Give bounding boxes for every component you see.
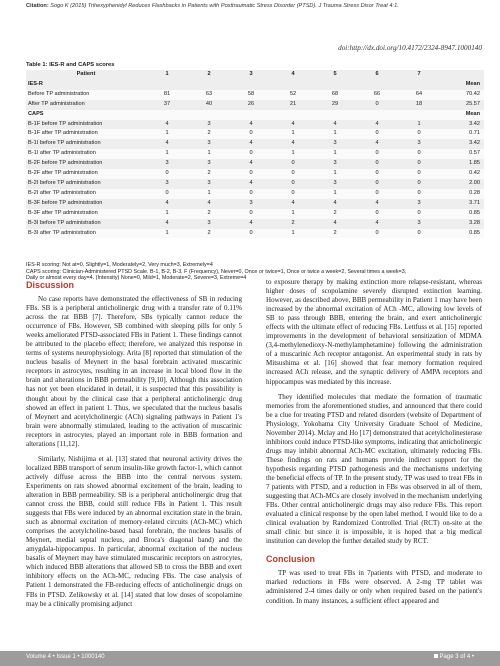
table-cell: B-1F after TP administration xyxy=(28,130,98,137)
table-cell: 4 xyxy=(165,120,169,127)
table-cell: 0 xyxy=(417,170,421,177)
table-cell: 0 xyxy=(417,130,421,137)
table-cell: 0 xyxy=(375,189,379,196)
table-cell: 0 xyxy=(375,179,379,186)
table-cell: 0 xyxy=(249,209,253,216)
footer-page-label: Page 3 of 4 • xyxy=(439,654,474,660)
table-cell: 3.71 xyxy=(469,199,480,206)
table-cell: 58 xyxy=(247,90,255,97)
table-cell: 0 xyxy=(291,170,295,177)
table-cell: 3.42 xyxy=(469,140,480,147)
table-cell: 0.57 xyxy=(469,150,480,157)
table-cell: 1 xyxy=(165,150,169,157)
table-cell: 0 xyxy=(375,229,379,236)
table-row xyxy=(26,209,484,219)
table-cell: 25.57 xyxy=(466,100,480,107)
table-cell: 1 xyxy=(207,150,211,157)
table-cell: 3 xyxy=(207,160,211,167)
table-cell: B-2I after TP administration xyxy=(28,189,96,196)
table-cell: 0 xyxy=(375,209,379,216)
conclusion-paragraph: TP was used to treat FBs in 7patients with PTSD, and moderate to marked reductions in FBs were observed. A 2-mg TP tablet was administered 2-4 times daily or only when required based on the patient's condition. In many instances, a sufficient effect appeared and xyxy=(266,569,482,605)
table-header-row xyxy=(26,70,484,80)
table-cell: 3.42 xyxy=(469,120,480,127)
table-cell: 0 xyxy=(417,179,421,186)
table-cell: 40 xyxy=(205,100,213,107)
table-cell: 0 xyxy=(375,170,379,177)
citation-label: Citation: xyxy=(26,3,49,9)
table-cell: 3 xyxy=(165,179,169,186)
right-column xyxy=(266,278,482,612)
table-cell: 0 xyxy=(417,150,421,157)
footer-volume: Volume 4 • Issue 1 • 1000140 xyxy=(26,654,105,660)
table-cell: 0 xyxy=(375,150,379,157)
table-cell: 4 xyxy=(333,199,337,206)
table-cell: 0 xyxy=(165,189,169,196)
table-cell: 1 xyxy=(207,189,211,196)
table-row xyxy=(26,129,484,139)
table-cell: 26 xyxy=(247,100,255,107)
table-cell: 0 xyxy=(375,100,379,107)
bullet-square-icon xyxy=(434,654,438,658)
footer-page xyxy=(432,654,474,660)
table-column-header: 5 xyxy=(333,71,337,77)
table-cell: 4 xyxy=(165,199,169,206)
table-cell: 3 xyxy=(333,179,337,186)
discussion-paragraph: to exposure therapy by making extinction more relapse-resistant, whereas higher doses of scopolamine severely disrupted extinction learning. However, as described above, BBB permeability in Patient 1 may have been increased by the abnormal excitation of ACh -MC, allowing low levels of SB to pass through BBB, entering the brain, and exert anticholinergic effects with the ultimate effect of reducing FBs. Lettfuss et al. [15] reported improvements in the development of behavioral sensitization of MDMA (3,4-methylenedioxy-N-methylamphetamine) following the administration of a muscarinic Ach receptor antagonist. An experimental study in rats by Mitsushima et al. [16] showed that fear memory formation required increased ACh release, and the synaptic delivery of AMPA receptors and hippocampus was mediated by this increase. xyxy=(266,278,482,386)
table-column-header: 1 xyxy=(165,71,169,77)
table-cell: 4 xyxy=(165,219,169,226)
table-cell: Mean xyxy=(465,110,480,117)
table-cell: 1 xyxy=(291,150,295,157)
table-cell: B-1F before TP administration xyxy=(28,120,103,127)
table-cell: 0 xyxy=(375,160,379,167)
table-cell: 3 xyxy=(333,140,337,147)
table-cell: 1 xyxy=(165,130,169,137)
table-cell: 3 xyxy=(417,140,421,147)
table-row xyxy=(26,219,484,229)
table-cell: 70.42 xyxy=(466,90,480,97)
table-column-header: 6 xyxy=(375,71,379,77)
table-cell xyxy=(272,110,314,120)
table-cell: 2.00 xyxy=(469,179,480,186)
table-cell: 64 xyxy=(415,90,423,97)
table-cell xyxy=(398,80,440,90)
table-cell: 0.85 xyxy=(469,209,480,216)
table-column-header: 7 xyxy=(417,71,421,77)
table-note: CAPS scoring: Clinician-Administered PTSD Scale. B-1, B-2, B-3, F (Frequency), Never=0, Once or twice=1, Once or twice a week=2, Several times a week=3, xyxy=(26,268,407,275)
table-cell: 0 xyxy=(249,189,253,196)
table-row xyxy=(26,120,484,130)
table-cell: 4 xyxy=(375,199,379,206)
table-cell: CAPS xyxy=(28,110,44,117)
table-cell xyxy=(188,110,230,120)
table-section-row xyxy=(26,80,484,90)
table-cell: 3 xyxy=(207,140,211,147)
table-cell xyxy=(272,80,314,90)
table-cell: 2 xyxy=(207,130,211,137)
table-cell: 2 xyxy=(207,209,211,216)
table-cell: 0 xyxy=(165,170,169,177)
table-cell: 81 xyxy=(163,90,171,97)
table-cell: 3 xyxy=(417,199,421,206)
citation-text: Sogo K (2015) Trihexyphenidyl Reduces Flashbacks in Patients with Posttraumatic Stress Disorder (PTSD). J Trauma Stress Disor Treat 4:1. xyxy=(50,3,399,9)
scores-table xyxy=(26,70,484,238)
table-row xyxy=(26,229,484,239)
doi-link[interactable]: doi:http://dx.doi.org/10.4172/2324-8947.1000140 xyxy=(338,44,482,52)
table-cell: 3 xyxy=(333,160,337,167)
table-cell: B-2F after TP administration xyxy=(28,170,98,177)
table-cell: 4 xyxy=(165,140,169,147)
table-cell: Mean xyxy=(465,80,480,87)
table-note: IES-R scoring: Not at=0, Slightly=1, Moderately=2, Very much=3, Extremely=4 xyxy=(26,262,213,268)
table-column-header: Patient xyxy=(76,71,96,77)
table-cell: 0 xyxy=(291,189,295,196)
table-cell: 0.42 xyxy=(469,170,480,177)
table-cell: 0.85 xyxy=(469,229,480,236)
table-cell: 4 xyxy=(207,199,211,206)
table-cell: 29 xyxy=(331,100,339,107)
table-cell: 4 xyxy=(375,219,379,226)
table-cell: 4 xyxy=(291,120,295,127)
table-cell: 68 xyxy=(331,90,339,97)
table-cell: 18 xyxy=(415,100,423,107)
table-cell: 1 xyxy=(333,150,337,157)
table-row xyxy=(26,139,484,149)
table-cell: B-3F before TP administration xyxy=(28,199,103,206)
table-cell: 2 xyxy=(333,209,337,216)
table-note: Daily or almost every day=4. (Intensity) None=0, Mild=1, Moderate=2, Severe=3, Extreme=4 xyxy=(26,275,247,282)
table-cell: 4 xyxy=(375,120,379,127)
table-cell: 1 xyxy=(165,209,169,216)
table-cell xyxy=(398,110,440,120)
table-cell: 0 xyxy=(417,189,421,196)
table-cell: 0 xyxy=(291,160,295,167)
table-cell: 3 xyxy=(249,199,253,206)
table-cell: B-3I before TP administration xyxy=(28,219,101,226)
table-cell: 3 xyxy=(207,219,211,226)
table-section-row xyxy=(26,110,484,120)
table-cell xyxy=(314,110,356,120)
table-cell: 4 xyxy=(333,120,337,127)
discussion-paragraph: Similarly, Nishijima et al. [13] stated that neuronal activity drives the localized BBB transport of serum insulin-like growth factor-1, which cannot actively diffuse across the BBB into the central nervous system. Experiments on rats showed abnormal excitement of the brain, leading to alteration in BBB permeability. SB is a peripheral anticholinergic drug that cannot cross the BBB, could still reduce FBs in Patient 1. This result suggests that FBs were induced by an abnormal excitation state in the brain, such as abnormal excitation of memory-related circuits (ACh-MC) which comprises the acetylcholine-based basal forebrain, the nucleus basalis of Meynert, medial septal nucleus, and Broca's diagonal band) and the amygdala-hippocampus. In particular, abnormal excitation of the nucleus basalis of Meynert may have stimulated muscarinic receptors on astrocytes, which induced BBB alterations that allowed SB to cross the BBB and exert inhibitory effects on the ACh-MC, reducing FBs. The case analysis of Patient 1 demonstrated the FB-reducing effects of anticholinergic drugs on FBs in PTSD. Zelikowsky et al. [14] stated that low doses of scopolamine may be a clinically promising adjunct xyxy=(26,454,242,608)
table-cell: 52 xyxy=(289,90,297,97)
table-cell: 0 xyxy=(375,130,379,137)
table-cell xyxy=(146,80,188,90)
table-cell: 2 xyxy=(207,229,211,236)
table-cell: 3 xyxy=(207,179,211,186)
left-column xyxy=(26,280,242,615)
table-body xyxy=(26,80,484,239)
table-cell: 0 xyxy=(249,150,253,157)
table-cell xyxy=(146,110,188,120)
table-cell: 3 xyxy=(417,219,421,226)
table-cell: 1 xyxy=(417,120,421,127)
table-row xyxy=(26,149,484,159)
table-cell: B-1I before TP administration xyxy=(28,140,101,147)
table-cell: 4 xyxy=(333,219,337,226)
table-cell: 66 xyxy=(373,90,381,97)
table-cell: 21 xyxy=(289,100,297,107)
table-cell: 37 xyxy=(163,100,171,107)
table-column-header: 3 xyxy=(249,71,253,77)
table-cell: IES-R xyxy=(28,80,43,87)
table-cell: B-3I after TP administration xyxy=(28,229,96,236)
table-cell: 2 xyxy=(207,170,211,177)
table-row xyxy=(26,189,484,199)
table-cell: 3 xyxy=(165,160,169,167)
table-cell: B-2F before TP administration xyxy=(28,160,103,167)
table-cell: B-3F after TP administration xyxy=(28,209,98,216)
table-column-header: 2 xyxy=(207,71,211,77)
discussion-paragraph: No case reports have demonstrated the effectiveness of SB in reducing FBs. SB is a peripheral anticholinergic drug with a transfer rate of 0.11% across the rat BBB [7]. Therefore, SBs typically cannot reduce the occurrence of FBs. However, SB combined with sleeping pills for only 5 weeks ameliorated PTSD-associated FBs in Patient 1. These findings cannot be attributed to the placebo effect; therefore, we analyzed this response in terms of systems neurophysiology. Arita [8] reported that stimulation of the nucleus basalis of Meynert in the basal forebrain activated muscarinic receptors in astrocytes, resulting in an increase in local blood flow in the brain and alterations in BBB permeability [9,10]. Although this association has not yet been elucidated in detail, it is suspected that this possibility is thought about by the clinical case that a peripheral anticholinergic drug showed an effect in patient 1. Thus, we speculated that the nucleus basalis of Meynert and acetylcholinergic (ACh) signaling pathways in Patient 1's brain were abnormally stimulated, leading to the activation of muscarinic receptors in astrocytes, played an important role in BBB formation and alterations [11,12]. xyxy=(26,295,242,448)
table-cell: 3.28 xyxy=(469,219,480,226)
table-cell: 4 xyxy=(291,140,295,147)
table-row xyxy=(26,169,484,179)
table-row xyxy=(26,90,484,100)
table-cell: 1 xyxy=(333,170,337,177)
table-cell: Before TP administration xyxy=(28,90,90,97)
table-cell: 4 xyxy=(291,199,295,206)
discussion-paragraph: They identified molecules that mediate the formation of traumatic memories from the aforementioned studies, and announced that there could be a clue for treating PTSD and related disorders (website of Department of Physiology, Yokohama City University Graduate School of Medicine, November 2014). Mclay and Ho [17] demonstrated that acetylcholinesterase inhibitors could induce PTSD-like symptoms, indicating that anticholinergic drugs may inhibit abnormal ACh-MC excitation, ultimately reducing FBs. These findings on rats and humans provide indirect support for the hypothesis regarding PTSD pathogenesis and the mechanisms underlying the beneficial effects of TP. In the present study, TP was used to treat FBs in 7 patients with PTSD, and a reduction in FBs was observed in all of them, suggesting that ACh-MCs are closely involved in the mechanism underlying FBs. Other central anticholinergic drugs may also reduce FBs. This report evaluated a clinical response by the open label method. I would like to do a clinical evaluation by Randomized Controlled Trial (RCT) on-site at the small clinic but since it is impossible, it is hoped that a big medical institution can develop the further detailed study by RCT. xyxy=(266,392,482,546)
table-column-header: 4 xyxy=(291,71,295,77)
table-cell: 0 xyxy=(291,179,295,186)
table-cell: 0 xyxy=(249,170,253,177)
table-cell: 63 xyxy=(205,90,213,97)
table-cell: B-2I before TP administration xyxy=(28,179,101,186)
table-cell: 2 xyxy=(291,219,295,226)
table-cell xyxy=(356,110,398,120)
table-cell: 4 xyxy=(249,160,253,167)
table-cell: 1 xyxy=(291,209,295,216)
table-cell: 0 xyxy=(417,229,421,236)
table-cell: 3 xyxy=(207,120,211,127)
table-cell: 4 xyxy=(249,140,253,147)
table-cell xyxy=(188,80,230,90)
table-cell: 0 xyxy=(417,209,421,216)
table-row xyxy=(26,179,484,189)
table-cell: B-1I after TP administration xyxy=(28,150,96,157)
citation-line xyxy=(26,3,486,10)
table-row xyxy=(26,199,484,209)
table-column-header xyxy=(440,70,484,80)
table-cell: 1 xyxy=(291,229,295,236)
table-row xyxy=(26,159,484,169)
table-cell: 1 xyxy=(333,189,337,196)
table-cell xyxy=(230,110,272,120)
table-row xyxy=(26,100,484,110)
discussion-heading: Discussion xyxy=(26,280,75,290)
table-cell: 0.28 xyxy=(469,189,480,196)
table-cell: 0.71 xyxy=(469,130,480,137)
table-cell: 2 xyxy=(333,229,337,236)
table-cell xyxy=(314,80,356,90)
conclusion-heading: Conclusion xyxy=(266,554,315,565)
table-cell: 0 xyxy=(249,229,253,236)
table-cell: 1 xyxy=(291,130,295,137)
table-cell: 1 xyxy=(333,130,337,137)
table-title: Table 1: IES-R and CAPS scores xyxy=(26,62,115,68)
page-footer xyxy=(0,651,500,666)
table-cell xyxy=(356,80,398,90)
table-cell: 0 xyxy=(417,160,421,167)
table-cell: 4 xyxy=(375,140,379,147)
table-cell: 1.85 xyxy=(469,160,480,167)
table-cell xyxy=(230,80,272,90)
table-cell: 4 xyxy=(249,219,253,226)
table-cell: 4 xyxy=(249,179,253,186)
table-cell: 0 xyxy=(249,130,253,137)
table-cell: After TP administration xyxy=(28,100,85,107)
table-cell: 4 xyxy=(249,120,253,127)
table-cell: 1 xyxy=(165,229,169,236)
